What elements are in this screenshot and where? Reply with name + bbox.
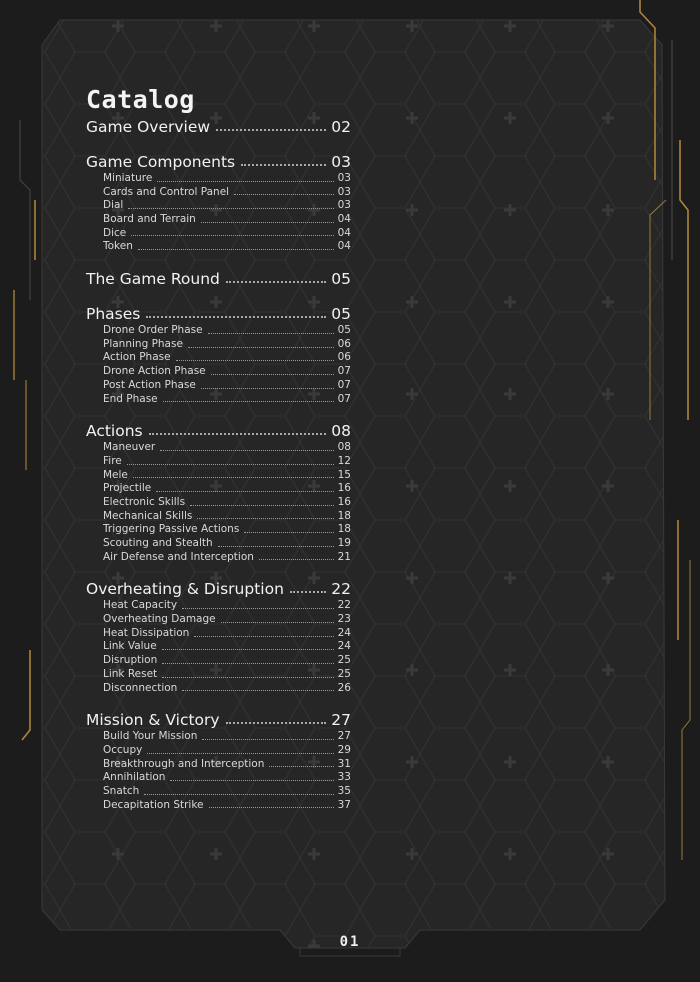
toc-section-game-components[interactable]: Game Components 03 — [86, 153, 351, 171]
toc-item-miniature[interactable]: Miniature 03 — [103, 171, 351, 184]
toc-item-link-value[interactable]: Link Value 24 — [103, 640, 351, 653]
toc-item-triggering-passive-actions[interactable]: Triggering Passive Actions 18 — [103, 523, 351, 536]
toc-item-mele[interactable]: Mele 15 — [103, 468, 351, 481]
toc-item-cards-control-panel[interactable]: Cards and Control Panel 03 — [103, 185, 351, 198]
table-of-contents — [86, 84, 351, 812]
toc-section-actions[interactable]: Actions 08 — [86, 422, 351, 441]
toc-item-projectile[interactable]: Projectile 16 — [103, 482, 351, 495]
toc-item-disruption[interactable]: Disruption 25 — [103, 654, 351, 667]
toc-section-game-overview[interactable]: Game Overview 02 — [86, 118, 351, 136]
toc-section-overheating-disruption[interactable]: Overheating & Disruption 22 — [86, 580, 351, 599]
toc-item-dial[interactable]: Dial 03 — [103, 199, 351, 212]
toc-item-air-defense-interception[interactable]: Air Defense and Interception 21 — [103, 550, 351, 563]
toc-item-action-phase[interactable]: Action Phase 06 — [103, 351, 351, 364]
toc-item-end-phase[interactable]: End Phase 07 — [103, 392, 351, 405]
toc-item-disconnection[interactable]: Disconnection 26 — [103, 681, 351, 694]
toc-item-token[interactable]: Token 04 — [103, 240, 351, 253]
toc-item-occupy[interactable]: Occupy 29 — [103, 743, 351, 756]
toc-item-snatch[interactable]: Snatch 35 — [103, 784, 351, 797]
toc-item-link-reset[interactable]: Link Reset 25 — [103, 667, 351, 680]
toc-item-board-terrain[interactable]: Board and Terrain 04 — [103, 213, 351, 226]
catalog-title: Catalog — [86, 85, 195, 114]
toc-section-phases[interactable]: Phases 05 — [86, 305, 351, 324]
toc-item-heat-capacity[interactable]: Heat Capacity 22 — [103, 599, 351, 612]
toc-item-dice[interactable]: Dice 04 — [103, 226, 351, 239]
toc-item-drone-action-phase[interactable]: Drone Action Phase 07 — [103, 365, 351, 378]
toc-item-electronic-skills[interactable]: Electronic Skills 16 — [103, 495, 351, 508]
toc-item-maneuver[interactable]: Maneuver 08 — [103, 441, 351, 454]
toc-item-overheating-damage[interactable]: Overheating Damage 23 — [103, 613, 351, 626]
toc-item-fire[interactable]: Fire 12 — [103, 454, 351, 467]
toc-item-drone-order-phase[interactable]: Drone Order Phase 05 — [103, 324, 351, 337]
toc-item-heat-dissipation[interactable]: Heat Dissipation 24 — [103, 626, 351, 639]
toc-item-scouting-stealth[interactable]: Scouting and Stealth 19 — [103, 537, 351, 550]
toc-item-build-your-mission[interactable]: Build Your Mission 27 — [103, 730, 351, 743]
toc-item-decapitation-strike[interactable]: Decapitation Strike 37 — [103, 798, 351, 811]
toc-item-breakthrough-interception[interactable]: Breakthrough and Interception 31 — [103, 757, 351, 770]
page-number: 01 — [339, 934, 361, 950]
toc-item-mechanical-skills[interactable]: Mechanical Skills 18 — [103, 509, 351, 522]
toc-section-game-round[interactable]: The Game Round 05 — [86, 270, 351, 289]
toc-item-post-action-phase[interactable]: Post Action Phase 07 — [103, 378, 351, 391]
toc-section-mission-victory[interactable]: Mission & Victory 27 — [86, 711, 351, 730]
toc-item-planning-phase[interactable]: Planning Phase 06 — [103, 337, 351, 350]
toc-item-annihilation[interactable]: Annihilation 33 — [103, 771, 351, 784]
